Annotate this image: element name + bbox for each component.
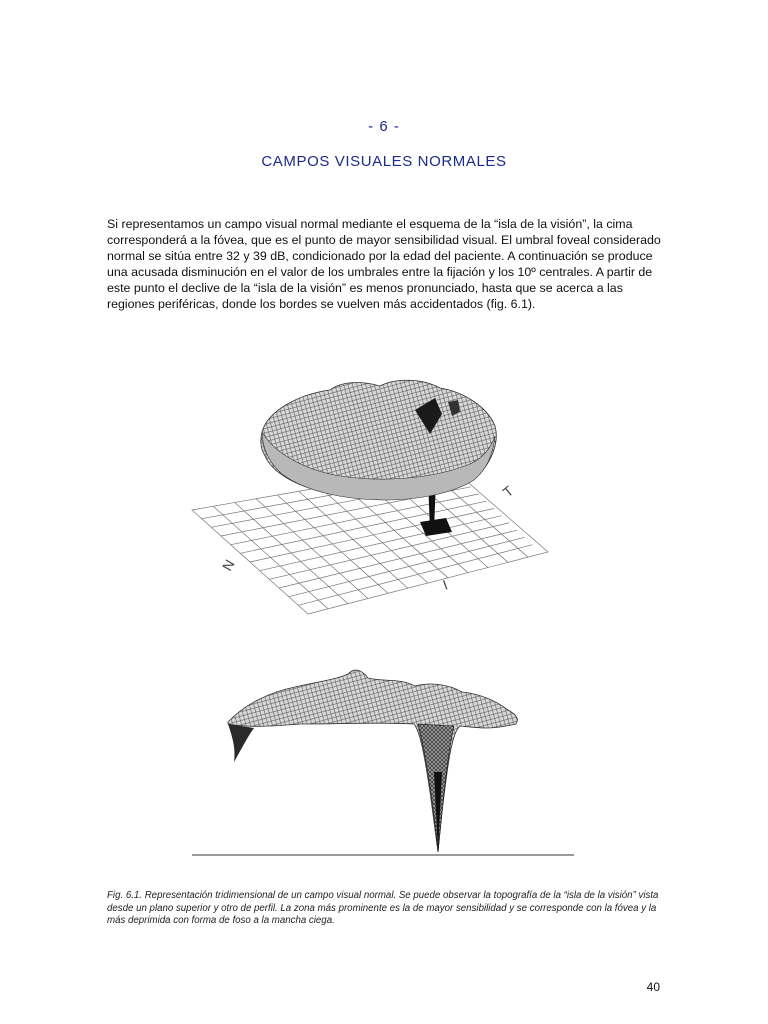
page-number: 40: [646, 980, 660, 994]
chapter-title: CAMPOS VISUALES NORMALES: [261, 153, 507, 170]
hill-profile-view: [192, 670, 574, 855]
svg-text:N: N: [218, 556, 238, 574]
svg-text:T: T: [499, 482, 517, 501]
body-paragraph: Si representamos un campo visual normal mediante el esquema de la “isla de la visión”, la cima corresponderá a la fóvea, que es el punto de mayor sensibilidad visual. El umbral foveal considerado normal se sitúa entre 32 y 39 dB, condicionado por la edad del paciente. A continuación se produce una acusada disminución en el valor de los umbrales entre la fijación y los 10º centrales. A partir de este punto el declive de la “isla de la visión” es menos pronunciado, hasta que se acerca a las regiones periféricas, donde los bordes se vuelven más accidentados (fig. 6.1).: [107, 217, 661, 311]
chapter-number: - 6 -: [368, 118, 400, 135]
figure-caption: Fig. 6.1. Representación tridimensional de un campo visual normal. Se puede observar la topografía de la “isla de la visión” vista desde un plano superior y otro de perfil. La zona más prominente es la de mayor sensibilidad y se corresponde con la fóvea y la más deprimida con forma de foso a la mancha ciega.: [107, 890, 659, 927]
hill-top-view: [261, 380, 497, 500]
figure-hill-of-vision: [190, 352, 580, 862]
svg-text:I: I: [440, 576, 450, 593]
